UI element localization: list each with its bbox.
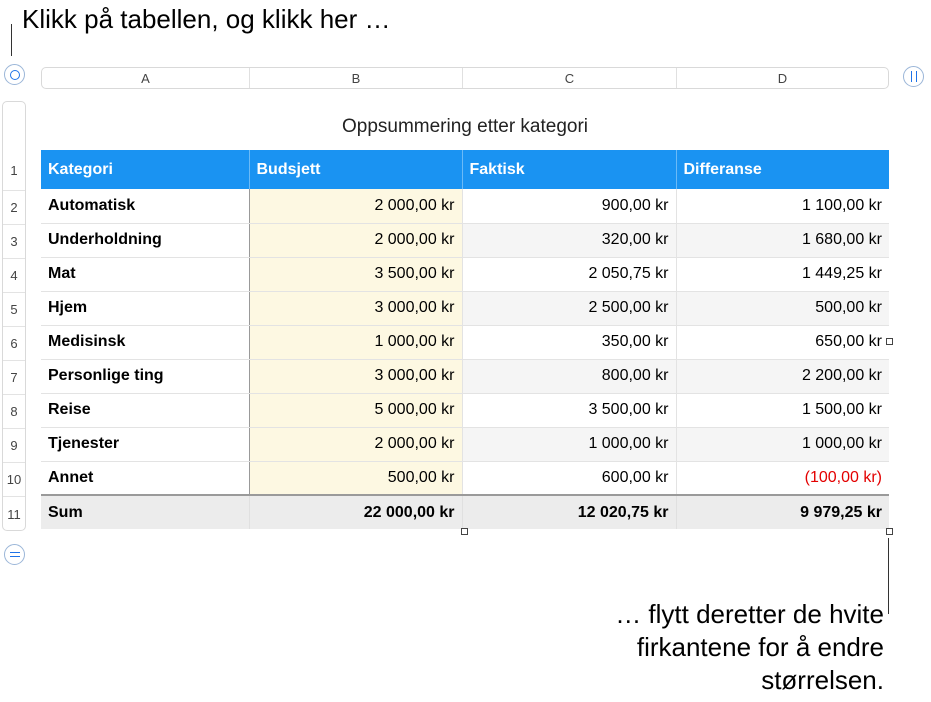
- row-number[interactable]: 10: [6, 472, 22, 487]
- row-number[interactable]: 1: [10, 163, 18, 178]
- footer-budget-cell[interactable]: 22 000,00 kr: [249, 495, 462, 529]
- row-separator: [3, 428, 25, 429]
- difference-cell[interactable]: 1 000,00 kr: [676, 427, 889, 461]
- category-cell[interactable]: Underholdning: [41, 223, 249, 257]
- budget-cell[interactable]: 2 000,00 kr: [249, 223, 462, 257]
- row-number[interactable]: 4: [10, 268, 18, 283]
- column-letter-c[interactable]: C: [463, 68, 677, 88]
- footer-label-cell[interactable]: Sum: [41, 495, 249, 529]
- difference-cell[interactable]: 1 680,00 kr: [676, 223, 889, 257]
- callout-bottom-line-3: størrelsen.: [761, 665, 884, 695]
- category-cell[interactable]: Tjenester: [41, 427, 249, 461]
- table-row: [41, 427, 889, 461]
- row-separator: [3, 360, 25, 361]
- category-cell[interactable]: Personlige ting: [41, 359, 249, 393]
- callout-bottom: [544, 598, 884, 697]
- pause-bars-icon: [911, 71, 917, 82]
- actual-cell[interactable]: 800,00 kr: [462, 359, 676, 393]
- callout-bottom-line-1: … flytt deretter de hvite: [615, 599, 884, 629]
- header-cell-budget[interactable]: Budsjett: [249, 150, 462, 189]
- difference-cell[interactable]: 2 200,00 kr: [676, 359, 889, 393]
- resize-handle-right[interactable]: [886, 338, 893, 345]
- row-separator: [3, 258, 25, 259]
- difference-cell[interactable]: 1 100,00 kr: [676, 189, 889, 223]
- row-number[interactable]: 3: [10, 234, 18, 249]
- footer-actual-cell[interactable]: 12 020,75 kr: [462, 495, 676, 529]
- header-row: [41, 150, 889, 189]
- budget-cell[interactable]: 2 000,00 kr: [249, 189, 462, 223]
- difference-cell[interactable]: 650,00 kr: [676, 325, 889, 359]
- header-cell-difference[interactable]: Differanse: [676, 150, 889, 189]
- column-letter-b[interactable]: B: [250, 68, 463, 88]
- row-number[interactable]: 5: [10, 302, 18, 317]
- row-separator: [3, 326, 25, 327]
- add-row-button[interactable]: [4, 544, 25, 565]
- actual-cell[interactable]: 2 050,75 kr: [462, 257, 676, 291]
- row-number[interactable]: 8: [10, 404, 18, 419]
- freeze-columns-button[interactable]: [903, 66, 924, 87]
- budget-cell[interactable]: 2 000,00 kr: [249, 427, 462, 461]
- table-row: [41, 223, 889, 257]
- callout-top-line: [11, 24, 12, 56]
- category-cell[interactable]: Annet: [41, 461, 249, 495]
- table-row: [41, 257, 889, 291]
- row-separator: [3, 462, 25, 463]
- actual-cell[interactable]: 3 500,00 kr: [462, 393, 676, 427]
- difference-cell[interactable]: 500,00 kr: [676, 291, 889, 325]
- table-row: [41, 325, 889, 359]
- category-cell[interactable]: Medisinsk: [41, 325, 249, 359]
- actual-cell[interactable]: 320,00 kr: [462, 223, 676, 257]
- category-cell[interactable]: Mat: [41, 257, 249, 291]
- actual-cell[interactable]: 1 000,00 kr: [462, 427, 676, 461]
- resize-handle-bottom[interactable]: [461, 528, 468, 535]
- budget-cell[interactable]: 5 000,00 kr: [249, 393, 462, 427]
- callout-bottom-line: [888, 538, 889, 614]
- column-letter-d[interactable]: D: [777, 70, 788, 86]
- difference-cell[interactable]: 1 449,25 kr: [676, 257, 889, 291]
- row-number[interactable]: 9: [10, 438, 18, 453]
- row-separator: [3, 224, 25, 225]
- footer-difference-cell[interactable]: 9 979,25 kr: [676, 495, 889, 529]
- table-row: [41, 393, 889, 427]
- table-row: [41, 359, 889, 393]
- budget-cell[interactable]: 3 000,00 kr: [249, 359, 462, 393]
- difference-cell[interactable]: 1 500,00 kr: [676, 393, 889, 427]
- row-number[interactable]: 11: [7, 507, 21, 522]
- row-separator: [3, 292, 25, 293]
- budget-cell[interactable]: 3 500,00 kr: [249, 257, 462, 291]
- row-number[interactable]: 2: [10, 200, 18, 215]
- circle-icon: [10, 70, 20, 80]
- category-cell[interactable]: Automatisk: [41, 189, 249, 223]
- header-cell-category[interactable]: Kategori: [41, 150, 249, 189]
- budget-cell[interactable]: 1 000,00 kr: [249, 325, 462, 359]
- table-row: [41, 291, 889, 325]
- table-title[interactable]: Oppsummering etter kategori: [341, 116, 589, 137]
- column-header-bar: [41, 67, 889, 89]
- resize-handle-corner[interactable]: [886, 528, 893, 535]
- column-letter-a[interactable]: A: [42, 68, 250, 88]
- category-cell[interactable]: Reise: [41, 393, 249, 427]
- table-row: [41, 461, 889, 495]
- table-row: [41, 189, 889, 223]
- callout-bottom-line-2: firkantene for å endre: [636, 632, 884, 662]
- row-separator: [3, 496, 25, 497]
- row-separator: [3, 394, 25, 395]
- actual-cell[interactable]: 350,00 kr: [462, 325, 676, 359]
- actual-cell[interactable]: 900,00 kr: [462, 189, 676, 223]
- select-table-button[interactable]: [4, 64, 25, 85]
- row-number[interactable]: 7: [10, 370, 18, 385]
- header-cell-actual[interactable]: Faktisk: [462, 150, 676, 189]
- row-separator: [3, 190, 25, 191]
- summary-table[interactable]: [41, 150, 889, 529]
- actual-cell[interactable]: 2 500,00 kr: [462, 291, 676, 325]
- row-number[interactable]: 6: [10, 336, 18, 351]
- callout-top: Klikk på tabellen, og klikk her …: [22, 4, 391, 34]
- category-cell[interactable]: Hjem: [41, 291, 249, 325]
- equals-icon: [10, 552, 20, 557]
- budget-cell[interactable]: 500,00 kr: [249, 461, 462, 495]
- difference-cell[interactable]: (100,00 kr): [676, 461, 889, 495]
- actual-cell[interactable]: 600,00 kr: [462, 461, 676, 495]
- budget-cell[interactable]: 3 000,00 kr: [249, 291, 462, 325]
- footer-row: [41, 495, 889, 529]
- row-header-bar: [2, 101, 26, 531]
